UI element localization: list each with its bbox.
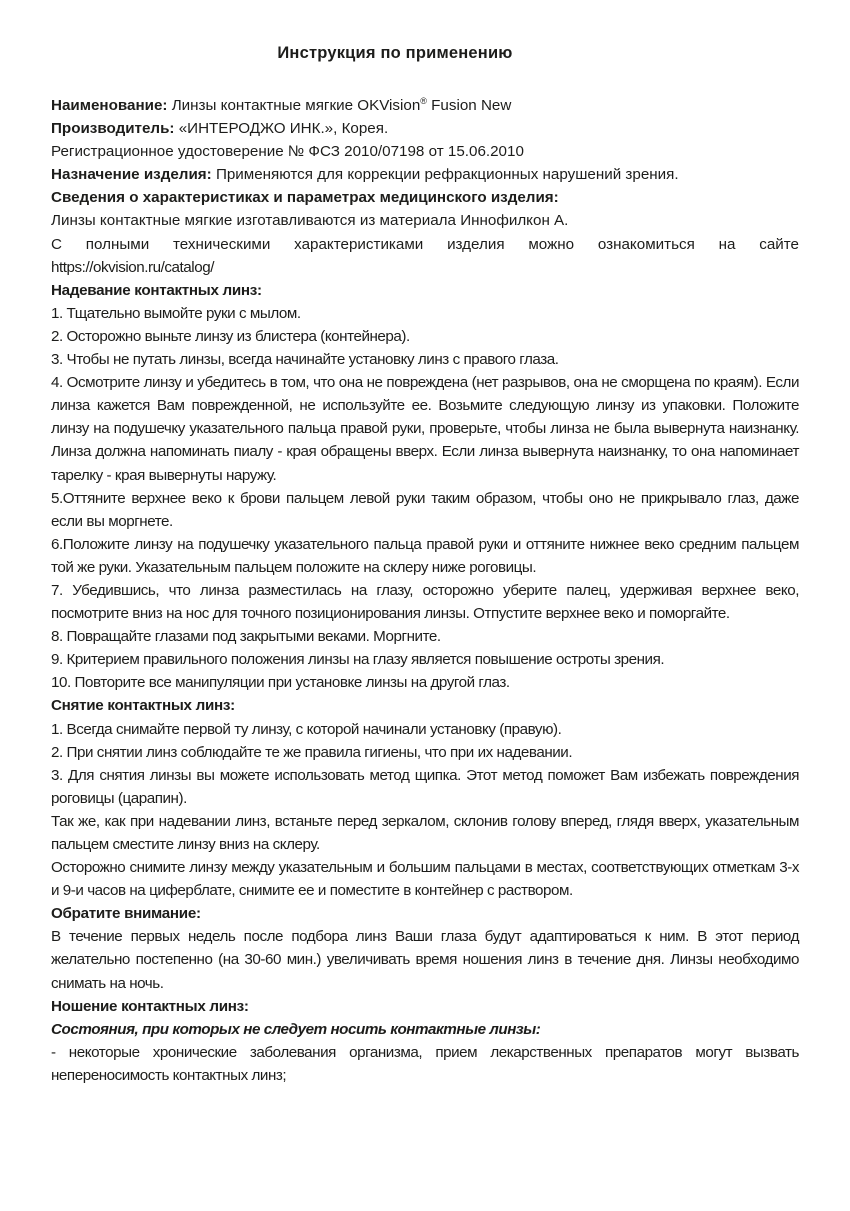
product-name-label: Наименование: xyxy=(51,97,168,114)
attention-heading: Обратите внимание: xyxy=(51,905,201,923)
purpose-value: Применяются для коррекции рефракционных нарушений зрения. xyxy=(211,166,679,184)
specs-more-info: С полными техническими характеристиками изделия можно ознакомиться на сайте xyxy=(51,235,799,253)
putting-on-step-3: 3. Чтобы не путать линзы, всегда начинайте установку линз с правого глаза. xyxy=(51,351,559,369)
putting-on-step-6: 6.Положите линзу на подушечку указательного пальца правой руки и оттяните нижнее веко средним пальцем той же руки. Указательным пальцем положите на склеру ниже роговицы. xyxy=(51,535,799,576)
specs-link-line xyxy=(51,256,799,279)
removal-para-2: Осторожно снимите линзу между указательным и большим пальцами в местах, соответствующих отметкам 3-х и 9-и часов на циферблате, снимите ее и поместите в контейнер с раствором. xyxy=(51,859,799,900)
removal-heading: Снятие контактных линз: xyxy=(51,697,235,715)
product-name-value: Линзы контактные мягкие OKVision xyxy=(167,97,421,114)
wearing-item-1: - некоторые хронические заболевания организма, прием лекарственных препаратов могут вызвать непереносимость контактных линз; xyxy=(51,1043,799,1084)
document-body xyxy=(51,94,799,1087)
putting-on-step-5: 5.Оттяните верхнее веко к брови пальцем левой руки таким образом, чтобы оно не прикрывало глаз, даже если вы моргнете. xyxy=(51,489,799,530)
document-title: Инструкция по применению xyxy=(277,44,513,62)
registration-line: Регистрационное удостоверение № ФСЗ 2010/07198 от 15.06.2010 xyxy=(51,143,524,161)
manufacturer-line xyxy=(51,117,799,140)
putting-on-step-8: 8. Повращайте глазами под закрытыми веками. Моргните. xyxy=(51,628,441,646)
wearing-heading: Ношение контактных линз: xyxy=(51,997,249,1015)
purpose-label: Назначение изделия: xyxy=(51,166,212,184)
wearing-subheading: Состояния, при которых не следует носить контактные линзы: xyxy=(51,1020,541,1038)
putting-on-step-7: 7. Убедившись, что линза разместилась на глазу, осторожно уберите палец, удерживая верхнее веко, посмотрите вниз на нос для точного позиционирования линзы. Отпустите верхнее веко и поморгайте. xyxy=(51,581,799,623)
putting-on-step-1: 1. Тщательно вымойте руки с мылом. xyxy=(51,304,301,322)
removal-para-1: Так же, как при надевании линз, встаньте перед зеркалом, склонив голову вперед, глядя вверх, указательным пальцем сместите линзу вниз на склеру. xyxy=(51,812,799,853)
manufacturer-label: Производитель: xyxy=(51,120,175,138)
purpose-line xyxy=(51,163,799,186)
catalog-link[interactable]: https://okvision.ru/catalog/ xyxy=(51,258,214,276)
product-name-line xyxy=(51,94,799,117)
removal-step-2: 2. При снятии линз соблюдайте те же правила гигиены, что при их надевании. xyxy=(51,743,573,761)
putting-on-step-2: 2. Осторожно выньте линзу из блистера (контейнера). xyxy=(51,327,410,345)
putting-on-step-9: 9. Критерием правильного положения линзы на глазу является повышение остроты зрения. xyxy=(51,651,665,669)
removal-step-1: 1. Всегда снимайте первой ту линзу, с которой начинали установку (правую). xyxy=(51,720,562,738)
putting-on-heading: Надевание контактных линз: xyxy=(51,281,262,299)
registered-mark: ® xyxy=(420,96,427,106)
putting-on-step-10: 10. Повторите все манипуляции при установке линзы на другой глаз. xyxy=(51,674,510,692)
manufacturer-name: «ИНТЕРОДЖО ИНК.» xyxy=(174,120,334,138)
specs-heading: Сведения о характеристиках и параметрах медицинского изделия: xyxy=(51,189,559,207)
attention-text: В течение первых недель после подбора линз Ваши глаза будут адаптироваться к ним. В этот период желательно постепенно (на 30-60 мин.) увеличивать время ношения линз в течение дня. Линзы необходимо снимать на ночь. xyxy=(51,928,799,992)
specs-material: Линзы контактные мягкие изготавливаются из материала Иннофилкон А. xyxy=(51,212,569,230)
product-name-suffix: Fusion New xyxy=(426,97,512,114)
manufacturer-country: , Корея. xyxy=(333,120,389,138)
putting-on-step-4: 4. Осмотрите линзу и убедитесь в том, что она не повреждена (нет разрывов, она не сморщена по краям). Если линза кажется Вам поврежденной, не используйте ее. Возьмите следующую линзу из упаковки. Положите линзу на подушечку указательного пальца правой руки, проверьте, чтобы линза не была вывернута наизнанку. Линза должна напоминать пиалу - края обращены вверх. Если линза вывернута наизнанку, то она напоминает тарелку - края вывернуты наружу. xyxy=(51,374,799,484)
removal-step-3: 3. Для снятия линзы вы можете использовать метод щипка. Этот метод поможет Вам избежать повреждения роговицы (царапин). xyxy=(51,766,799,807)
